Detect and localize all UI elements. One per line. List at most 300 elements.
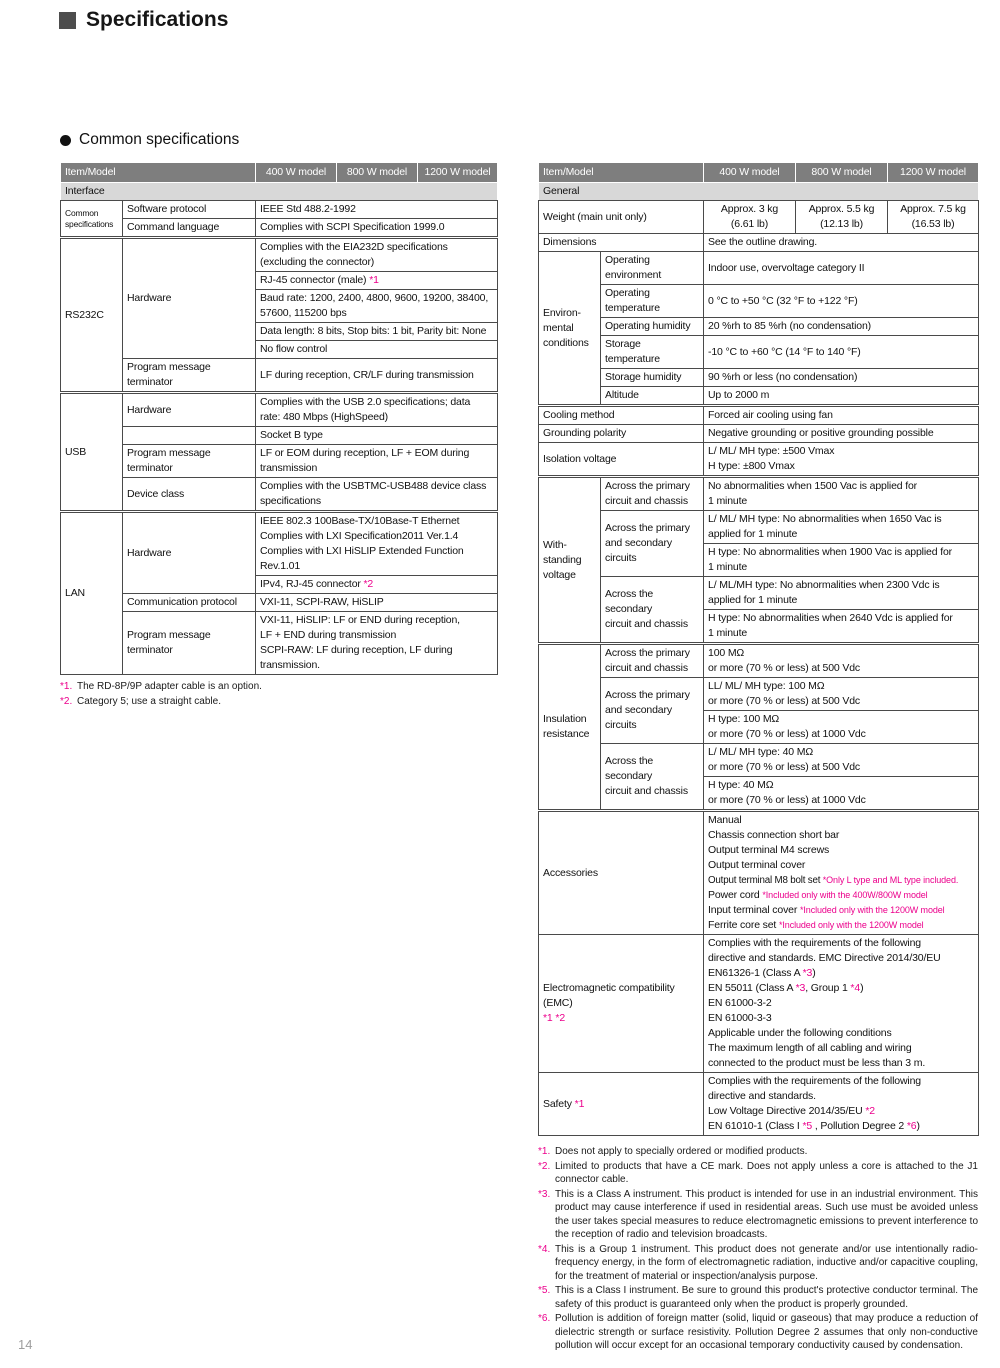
cell-line <box>260 658 493 673</box>
table-row <box>61 427 498 445</box>
text-segment: conditions <box>543 336 589 349</box>
row-label: Storage humidity <box>601 369 704 387</box>
cell-line <box>708 494 974 509</box>
row-label: Hardware <box>123 238 256 359</box>
text-segment: Storage <box>605 338 641 350</box>
footnote-marker: *4. <box>538 1243 551 1255</box>
cell-line <box>708 593 974 608</box>
row-label <box>123 612 256 675</box>
cell-line <box>708 778 974 793</box>
value-cell: No flow control <box>256 341 498 359</box>
text-segment: , Pollution Degree 2 <box>812 1120 907 1132</box>
value-cell: Indoor use, overvoltage category II <box>704 252 979 285</box>
section-heading <box>60 131 239 149</box>
text-segment: Manual <box>708 814 742 826</box>
table-row <box>539 387 979 406</box>
row-label: Accessories <box>539 811 704 935</box>
interface-spec-column <box>60 162 497 709</box>
cell-line <box>708 951 974 966</box>
text-segment: EN 61000-3-2 <box>708 997 772 1009</box>
table-row <box>539 406 979 425</box>
row-label <box>601 336 704 369</box>
value-cell: -10 °C to +60 °C (14 °F to 140 °F) <box>704 336 979 369</box>
text-segment: and secondary <box>605 704 672 716</box>
text-segment: L/ ML/ MH type: No abnormalities when 1650 Vac is <box>708 513 942 525</box>
general-specs-table <box>538 162 979 1136</box>
text-segment: 1 minute <box>708 495 748 507</box>
table-row <box>61 201 498 219</box>
cell-line <box>605 703 699 718</box>
value-cell: 90 %rh or less (no condensation) <box>704 369 979 387</box>
text-segment: terminator <box>127 376 173 388</box>
cell-line <box>708 966 974 981</box>
cell-line <box>708 760 974 775</box>
cell-line <box>708 560 974 575</box>
text-segment: , Group 1 <box>805 982 851 994</box>
text-segment: Complies with the requirements of the following <box>708 937 921 949</box>
value-cell: Up to 2000 m <box>704 387 979 406</box>
cell-line <box>708 813 974 828</box>
cell-line <box>260 613 493 628</box>
cell-line <box>260 514 493 529</box>
cell-line <box>260 643 493 658</box>
footnote-text: This is a Class I instrument. Be sure to ground this product's protective conductor terminal. The safety of this product is guaranteed only when the product is properly grounded. <box>555 1285 978 1310</box>
text-segment: Input terminal cover <box>708 904 800 916</box>
cell-line <box>708 444 974 459</box>
row-label <box>601 285 704 318</box>
text-segment: VXI-11, HiSLIP: LF or END during reception, <box>260 614 460 626</box>
header-row <box>539 163 979 183</box>
value-cell: See the outline drawing. <box>704 234 979 252</box>
cell-line <box>605 754 699 769</box>
value-cell <box>704 477 979 511</box>
footnote-ref: *4 <box>850 982 861 994</box>
footnote-ref: *3 <box>795 982 806 994</box>
general-spec-column <box>538 162 978 1354</box>
cell-line <box>708 459 974 474</box>
cell-line <box>708 1056 974 1071</box>
text-segment: H type: 100 MΩ <box>708 713 780 725</box>
value-cell <box>256 612 498 675</box>
text-segment: terminator <box>127 462 173 474</box>
footnote <box>538 1145 978 1159</box>
cell-line <box>708 828 974 843</box>
cell-line <box>605 479 699 494</box>
text-segment: connected to the product must be less than 3 m. <box>708 1057 926 1069</box>
text-segment: applied for 1 minute <box>708 594 798 606</box>
general-footnotes <box>538 1145 978 1353</box>
cell-line <box>708 611 974 626</box>
text-segment: Complies with LXI HiSLIP Extended Function <box>260 545 464 557</box>
table-row <box>61 238 498 272</box>
cell-line <box>708 793 974 808</box>
section-row <box>61 183 498 201</box>
footnote-text: This is a Class A instrument. This product is intended for use in an industrial environment. This product may cause interference if used in residential areas. Such use must be avoided unless the user takes special measures to reduce electromagnetic emissions to prevent interference to the reception of radio and television broadcasts. <box>555 1188 978 1240</box>
text-segment: The maximum length of all cabling and wiring <box>708 1042 912 1054</box>
footnote-marker: *5. <box>538 1285 551 1296</box>
footnote-ref: *1 *2 <box>543 1012 566 1024</box>
value-cell: Complies with SCPI Specification 1999.0 <box>256 219 498 238</box>
footnote-text: This is a Group 1 instrument. This product does not generate and/or use intentionally radio-frequency energy, in the form of electromagnetic radiation, inductive and/or capacitive coupling, for the treatment of material or inspection/analysis purpose. <box>555 1243 978 1282</box>
row-label: Software protocol <box>123 201 256 219</box>
table-row <box>61 512 498 576</box>
value-cell: Forced air cooling using fan <box>704 406 979 425</box>
text-segment: secondary <box>605 770 653 782</box>
text-segment: ) <box>812 967 816 979</box>
text-segment: circuit and chassis <box>605 662 688 674</box>
value-cell: 20 %rh to 85 %rh (no condensation) <box>704 318 979 336</box>
footnote-marker: *6. <box>538 1313 551 1324</box>
cell-line <box>127 628 251 643</box>
cell-line <box>605 718 699 733</box>
text-segment: (6.61 lb) <box>730 218 769 230</box>
cell-line <box>708 727 974 742</box>
text-segment: Applicable under the following conditions <box>708 1027 892 1039</box>
text-segment: EN61326-1 (Class A <box>708 967 803 979</box>
cell-line <box>708 679 974 694</box>
cell-line <box>605 602 699 617</box>
text-segment: IPv4, RJ-45 connector <box>260 578 364 590</box>
value-cell <box>704 1073 979 1136</box>
cell-line <box>605 661 699 676</box>
value-cell <box>796 201 888 234</box>
cell-line <box>708 545 974 560</box>
text-segment: directive and standards. <box>708 1090 816 1102</box>
text-segment: Across the <box>605 755 654 767</box>
text-segment: terminator <box>127 644 173 656</box>
cell-line <box>260 559 493 574</box>
text-segment: Program message <box>127 629 211 641</box>
text-segment: Safety <box>543 1097 575 1110</box>
value-cell <box>704 443 979 477</box>
table-row <box>539 477 979 511</box>
cell-line <box>708 888 974 903</box>
footnote-marker: *2. <box>60 695 73 707</box>
footnote <box>538 1284 978 1311</box>
table-row <box>539 285 979 318</box>
text-segment: Complies with LXI Specification2011 Ver.1.4 <box>260 530 459 542</box>
text-segment: resistance <box>543 728 590 740</box>
text-segment: circuit and chassis <box>605 495 688 507</box>
footnote <box>538 1243 978 1284</box>
cell-line <box>605 784 699 799</box>
row-label <box>123 359 256 393</box>
text-segment: EN 61000-3-3 <box>708 1012 772 1024</box>
cell-line <box>605 286 699 301</box>
value-cell <box>256 512 498 576</box>
text-segment: RJ-45 connector (male) <box>260 274 370 286</box>
text-segment: Program message <box>127 447 211 459</box>
cell-line <box>260 529 493 544</box>
cell-line <box>708 858 974 873</box>
footnote-marker: *1. <box>60 681 73 692</box>
footnote-text: Does not apply to specially ordered or modified products. <box>555 1146 808 1157</box>
circle-bullet-icon <box>60 135 71 146</box>
text-segment: Low Voltage Directive 2014/35/EU <box>708 1105 866 1117</box>
text-segment: ) <box>860 982 864 994</box>
text-segment: Operating <box>605 254 650 266</box>
cell-line <box>605 494 699 509</box>
footnote-marker: *2. <box>538 1160 551 1172</box>
text-segment: LL/ ML/ MH type: 100 MΩ <box>708 680 825 692</box>
text-segment: SCPI-RAW: LF during reception, LF during <box>260 644 453 656</box>
footnote-ref: *Only L type and ML type included. <box>822 875 959 885</box>
cell-line <box>605 551 699 566</box>
cell-line <box>543 553 596 568</box>
footnote-marker: *3. <box>538 1188 551 1200</box>
text-segment: Power cord <box>708 889 763 901</box>
text-segment: mental <box>543 321 574 334</box>
table-row <box>61 445 498 478</box>
cell-line <box>708 578 974 593</box>
text-segment: or more (70 % or less) at 500 Vdc <box>708 695 861 707</box>
value-cell: Baud rate: 1200, 2400, 4800, 9600, 19200, 38400, 57600, 115200 bps <box>256 290 498 323</box>
footnote-ref: *5 <box>802 1120 813 1132</box>
row-label: Device class <box>123 478 256 512</box>
cell-line <box>605 352 699 367</box>
footnote-ref: *2 <box>865 1105 875 1117</box>
text-segment: Across the primary <box>605 647 690 659</box>
row-group-label <box>539 252 601 406</box>
row-label: Grounding polarity <box>539 425 704 443</box>
cell-line <box>708 745 974 760</box>
value-cell <box>704 610 979 644</box>
row-label: Communication protocol <box>123 594 256 612</box>
interface-specs-table <box>60 162 498 675</box>
text-segment: temperature <box>605 302 660 314</box>
text-segment: circuits <box>605 552 637 564</box>
row-label: Operating humidity <box>601 318 704 336</box>
cell-line <box>708 1026 974 1041</box>
row-label <box>123 427 256 445</box>
row-label <box>123 445 256 478</box>
cell-line <box>543 1097 699 1112</box>
text-segment: transmission. <box>260 659 320 671</box>
footnote-text: Limited to products that have a CE mark. Does not apply unless a core is attached to the J1 connector cable. <box>555 1160 978 1185</box>
text-segment: or more (70 % or less) at 500 Vdc <box>708 761 861 773</box>
footnote-marker: *1. <box>538 1146 551 1157</box>
cell-line <box>708 918 974 933</box>
table-row <box>539 744 979 777</box>
footnote-ref: *1 <box>369 274 379 286</box>
table-row <box>539 443 979 477</box>
text-segment: Across the primary <box>605 689 690 701</box>
cell-line <box>605 521 699 536</box>
cell-line <box>708 1074 974 1089</box>
cell-line <box>543 306 596 321</box>
text-segment: Operating <box>605 287 650 299</box>
interface-footnotes <box>60 680 497 708</box>
cell-line <box>708 217 791 232</box>
value-cell <box>256 576 498 594</box>
header-row <box>61 163 498 183</box>
text-segment: EN 55011 (Class A <box>708 982 796 994</box>
row-group-label <box>539 644 601 811</box>
cell-line <box>708 1119 974 1134</box>
text-segment: or more (70 % or less) at 1000 Vdc <box>708 794 866 806</box>
text-segment: (12.13 lb) <box>820 218 863 230</box>
cell-line <box>260 628 493 643</box>
text-segment: Approx. 7.5 kg <box>900 203 966 215</box>
value-cell: LF or EOM during reception, LF + EOM during transmission <box>256 445 498 478</box>
text-segment: Approx. 3 kg <box>720 203 779 215</box>
cell-line <box>708 903 974 918</box>
table-row <box>539 1073 979 1136</box>
value-cell: VXI-11, SCPI-RAW, HiSLIP <box>256 594 498 612</box>
table-row <box>539 935 979 1073</box>
cell-line <box>605 769 699 784</box>
cell-line <box>605 688 699 703</box>
row-label <box>539 1073 704 1136</box>
column-header: 800 W model <box>337 163 418 183</box>
cell-line <box>708 527 974 542</box>
text-segment: Across the primary <box>605 480 690 492</box>
row-label <box>601 252 704 285</box>
cell-line <box>127 375 251 390</box>
cell-line <box>708 712 974 727</box>
cell-line <box>605 268 699 283</box>
text-segment: EN 61010-1 (Class I <box>708 1120 803 1132</box>
cell-line <box>708 694 974 709</box>
row-label: Dimensions <box>539 234 704 252</box>
footnote <box>60 695 497 709</box>
row-group-label <box>539 477 601 644</box>
row-label: Hardware <box>123 393 256 427</box>
text-segment: Across the <box>605 588 654 600</box>
column-header: 1200 W model <box>888 163 979 183</box>
text-segment: IEEE 802.3 100Base-TX/10Base-T Ethernet <box>260 515 460 527</box>
cell-line <box>127 461 251 476</box>
cell-line <box>127 643 251 658</box>
value-cell <box>704 711 979 744</box>
row-label: Weight (main unit only) <box>539 201 704 234</box>
text-segment: 1 minute <box>708 561 748 573</box>
cell-line <box>708 661 974 676</box>
table-row <box>539 577 979 610</box>
value-cell <box>704 811 979 935</box>
footnote-ref: *2 <box>363 578 374 590</box>
cell-line <box>708 1089 974 1104</box>
row-label: Hardware <box>123 512 256 594</box>
row-label: Altitude <box>601 387 704 406</box>
cell-line <box>543 996 699 1011</box>
page-number: 14 <box>18 1337 33 1352</box>
footnote-ref: *Included only with the 1200W model <box>778 920 924 930</box>
cell-line <box>708 479 974 494</box>
table-row <box>539 369 979 387</box>
text-segment: Electromagnetic compatibility <box>543 982 675 994</box>
text-segment: applied for 1 minute <box>708 528 798 540</box>
table-row <box>61 393 498 427</box>
footnote <box>538 1160 978 1187</box>
footnote-text: Category 5; use a straight cable. <box>77 695 221 707</box>
row-label: Isolation voltage <box>539 443 704 477</box>
cell-line <box>260 544 493 559</box>
cell-line <box>605 646 699 661</box>
text-segment: LF + END during transmission <box>260 629 397 641</box>
text-segment: 100 MΩ <box>708 647 745 659</box>
text-segment: No abnormalities when 1500 Vac is applied for <box>708 480 918 492</box>
column-header: 400 W model <box>256 163 337 183</box>
column-header: 400 W model <box>704 163 796 183</box>
table-row <box>61 219 498 238</box>
value-cell <box>704 777 979 811</box>
cell-line <box>543 712 596 727</box>
cell-line <box>708 981 974 996</box>
column-header: 1200 W model <box>418 163 498 183</box>
text-segment: Ferrite core set <box>708 919 779 931</box>
section-label: General <box>539 183 979 201</box>
text-segment: Approx. 5.5 kg <box>808 203 875 215</box>
cell-line <box>708 1104 974 1119</box>
row-label <box>601 577 704 644</box>
cell-line <box>708 1011 974 1026</box>
row-label: Command language <box>123 219 256 238</box>
text-segment: circuit and chassis <box>605 785 688 797</box>
row-group-label: LAN <box>61 512 123 675</box>
text-segment: H type: No abnormalities when 1900 Vac is applied for <box>708 546 952 558</box>
footnote-ref: *1 <box>574 1097 585 1110</box>
text-segment: Complies with the requirements of the following <box>708 1075 921 1087</box>
text-segment: H type: ±800 Vmax <box>708 460 795 472</box>
text-segment: L/ ML/MH type: No abnormalities when 2300 Vdc is <box>708 579 940 591</box>
footnote-text: Pollution is addition of foreign matter (solid, liquid or gaseous) that may produce a reduction of dielectric strength or surface resistivity. Pollution Degree 2 assumes that only non-conductive pollution will occur except for an occasional temporary conductivity caused by condensation. <box>555 1313 978 1351</box>
value-cell: Complies with the USBTMC-USB488 device class specifications <box>256 478 498 512</box>
cell-line <box>605 253 699 268</box>
value-cell <box>704 577 979 610</box>
cell-line <box>708 646 974 661</box>
text-segment: circuits <box>605 719 637 731</box>
text-segment: Rev.1.01 <box>260 560 301 572</box>
table-row <box>539 644 979 678</box>
text-segment: H type: No abnormalities when 2640 Vdc is applied for <box>708 612 953 624</box>
section-label: Interface <box>61 183 498 201</box>
section-heading-text: Common specifications <box>79 131 240 148</box>
page-title-text: Specifications <box>86 8 229 31</box>
cell-line <box>892 202 974 217</box>
cell-line <box>708 996 974 1011</box>
text-segment: secondary <box>605 603 653 615</box>
value-cell: IEEE Std 488.2-1992 <box>256 201 498 219</box>
table-row <box>61 359 498 393</box>
cell-line <box>543 1011 699 1026</box>
general-table-container <box>538 162 978 1136</box>
table-row <box>61 478 498 512</box>
cell-line <box>543 336 596 351</box>
column-header: Item/Model <box>61 163 256 183</box>
text-segment: standing <box>543 553 582 566</box>
value-cell <box>704 935 979 1073</box>
value-cell <box>888 201 979 234</box>
cell-line <box>127 446 251 461</box>
text-segment: (16.53 lb) <box>911 218 955 230</box>
value-cell: Complies with the USB 2.0 specifications; data rate: 480 Mbps (HighSpeed) <box>256 393 498 427</box>
footnote-ref: *Included only with the 400W/800W model <box>762 890 928 900</box>
text-segment: L/ ML/ MH type: ±500 Vmax <box>708 445 835 457</box>
text-segment: With- <box>543 538 567 551</box>
cell-line <box>708 1041 974 1056</box>
text-segment: or more (70 % or less) at 1000 Vdc <box>708 728 866 740</box>
text-segment: Output terminal M8 bolt set <box>708 875 823 886</box>
table-row <box>539 511 979 544</box>
row-label <box>601 477 704 511</box>
row-label <box>601 678 704 744</box>
table-row <box>539 201 979 234</box>
row-label <box>601 644 704 678</box>
row-label <box>539 935 704 1073</box>
text-segment: L/ ML/ MH type: 40 MΩ <box>708 746 814 758</box>
table-row <box>61 612 498 675</box>
